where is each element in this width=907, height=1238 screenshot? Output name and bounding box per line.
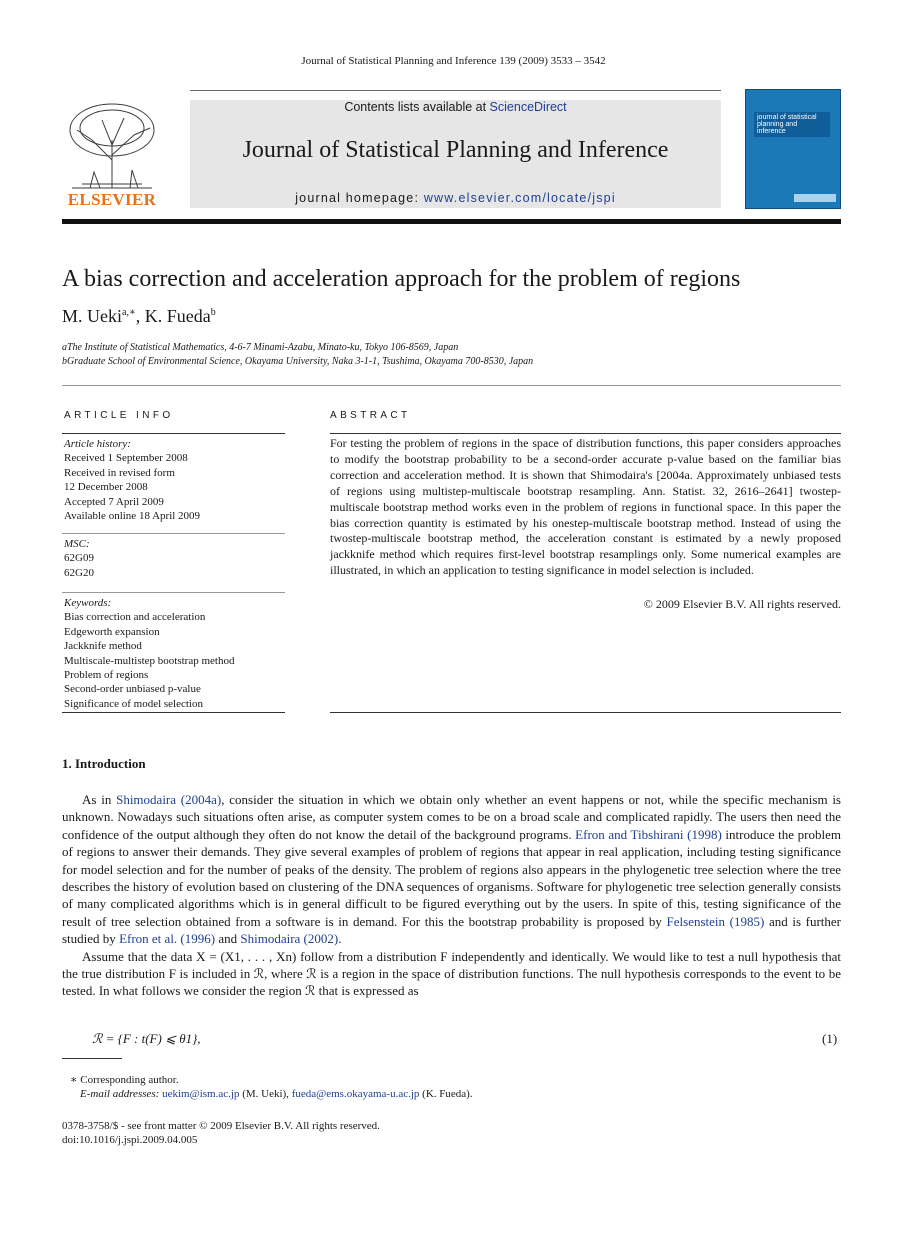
keyword-item: Edgeworth expansion (64, 625, 160, 638)
divider (330, 433, 841, 434)
citation-link[interactable]: Efron et al. (1996) (119, 931, 216, 947)
keyword-item: Significance of model selection (64, 697, 203, 710)
copyright-notice: © 2009 Elsevier B.V. All rights reserved. (643, 597, 841, 611)
cover-title: journal of statistical planning and inference (754, 112, 830, 137)
email-link-fueda[interactable]: fueda@ems.okayama-u.ac.jp (291, 1088, 420, 1100)
homepage-line (190, 191, 721, 205)
history-item: Accepted 7 April 2009 (64, 495, 164, 508)
divider (330, 712, 841, 713)
divider (62, 533, 285, 534)
affiliation-a: aThe Institute of Statistical Mathematics, 4-6-7 Minami-Azabu, Minato-ku, Tokyo 106-8569, Japan (62, 342, 459, 353)
article-info-heading: ARTICLE INFO (64, 410, 174, 421)
msc-item: 62G09 (64, 552, 94, 565)
abstract-text: For testing the problem of regions in the space of distribution functions, this paper considers approaches to modify the bootstrap probability to be a second-order accurate p-value based on the familiar bias correction and acceleration method. It is shown that Shimodaira's [2004a. Approximately unbiased tests of regions using multistep-multiscale bootstrap resampling. Ann. Statist. 32, 2616–2641] twostep-multiscale bootstrap method works even in the problem of regions in functional space. In this paper the bias correction quantity is estimated by his onestep-multiscale bootstrap method. Instead of using the twostep-multiscale bootstrap method, the acceleration constant is estimated by a newly proposed jackknife method which requires first-level bootstrap resamplings only. Some numerical examples are illustrated, in which an application to testing significance in model selection is included. (330, 436, 841, 578)
footnote-rule (62, 1058, 122, 1059)
divider (62, 433, 285, 434)
email-label: E-mail addresses: (80, 1088, 163, 1100)
email-owner: (K. Fueda). (419, 1088, 473, 1100)
paragraph-segment: , consider the situation in which we obtain only whether an event happens or not, while the specific mechanism is unknown. Nowadays such situations often arise, as computer system comes to be on a broad scale and complicated rapidly. The users then need the confidence of the output although they often do not know the detail of the background programs. (62, 792, 841, 842)
footnote-corresponding: ∗ Corresponding author. (70, 1074, 179, 1086)
issn-line: 0378-3758/$ - see front matter © 2009 Elsevier B.V. All rights reserved. (62, 1120, 380, 1132)
contents-prefix: Contents lists available at (344, 100, 490, 114)
homepage-link[interactable]: www.elsevier.com/locate/jspi (423, 191, 616, 205)
citation-link[interactable]: Shimodaira (2004a) (116, 792, 222, 807)
history-item: Available online 18 April 2009 (64, 510, 201, 523)
equation: ℛ = {F : t(F) ⩽ θ1}, (92, 1031, 201, 1046)
abstract-heading: ABSTRACT (330, 410, 411, 421)
running-head: Journal of Statistical Planning and Inference 139 (2009) 3533 – 3542 (301, 55, 606, 67)
msc-label: MSC: (64, 538, 90, 550)
email-owner: (M. Ueki), (239, 1088, 292, 1100)
equation-number: (1) (822, 1031, 838, 1046)
citation-link[interactable]: Felsenstein (1985) (666, 913, 765, 929)
authors (62, 306, 216, 327)
keywords (64, 596, 234, 711)
banner-rule (190, 90, 721, 91)
msc-item: 62G20 (64, 566, 94, 579)
contents-line (190, 100, 721, 114)
sciencedirect-link[interactable]: ScienceDirect (489, 100, 567, 114)
cover-footer-mark (794, 194, 836, 202)
keyword-item: Multiscale-multistep bootstrap method (64, 654, 235, 667)
keyword-item: Jackknife method (64, 640, 142, 653)
paragraph-segment: As in (82, 792, 117, 807)
author-ueki-affil[interactable]: a,∗ (122, 307, 136, 318)
doi-line[interactable]: doi:10.1016/j.jspi.2009.04.005 (62, 1134, 198, 1146)
paragraph-segment: introduce the problem of regions to answer their demands. They give several examples of problem of regions that appear in real application, including testing significance for model selection and for the number of peaks of the density. The problem of regions also appears in the phylogenetic tree selection where the tree describes the history of evolution based on clustering of the DNA sequences of organisms. Software for phylogenetic tree selection generally consists of many complicated algorithms which is in general difficult to be figured everything out by the users. In spite of this, testing significance of the result of tree selection obtained from a software is in demand. For this the bootstrap probability is proposed by (62, 826, 841, 929)
citation-link[interactable]: Shimodaira (2002) (240, 931, 339, 947)
paragraph-segment: . (338, 931, 342, 947)
journal-cover-thumbnail[interactable] (745, 89, 841, 209)
keyword-item: Problem of regions (64, 669, 149, 682)
publisher-name: ELSEVIER (67, 190, 157, 209)
msc-codes (64, 537, 94, 580)
keyword-item: Second-order unbiased p-value (64, 683, 201, 696)
footnote-emails (80, 1088, 473, 1100)
author-ueki: M. Ueki (62, 306, 122, 326)
affiliation-b: bGraduate School of Environmental Science, Okayama University, Naka 3-1-1, Tsushima, Okayama 700-8530, Japan (62, 356, 534, 367)
journal-title: Journal of Statistical Planning and Inference (242, 137, 669, 163)
keywords-label: Keywords: (64, 597, 112, 609)
section-heading: 1. Introduction (62, 756, 146, 771)
divider (62, 385, 841, 386)
divider (62, 712, 285, 713)
paragraph-segment: and is further studied by (62, 913, 842, 947)
author-fueda: , K. Fueda (135, 306, 211, 326)
homepage-prefix: journal homepage: (295, 191, 424, 205)
divider (62, 592, 285, 593)
history-label: Article history: (64, 438, 131, 450)
author-fueda-affil[interactable]: b (210, 307, 216, 318)
article-history (64, 437, 200, 523)
history-item: Received in revised form (64, 466, 175, 479)
history-item: Received 1 September 2008 (64, 452, 188, 465)
history-item: 12 December 2008 (64, 481, 148, 494)
email-link-ueki[interactable]: uekim@ism.ac.jp (162, 1088, 240, 1100)
masthead-rule (62, 219, 841, 224)
paragraph-2: Assume that the data X = (X1, . . . , Xn) follow from a distribution F independently and identically. We would like to test a null hypothesis that the true distribution F is included in ℛ, where ℛ is a region in the space of distribution functions. The null hypothesis corresponds to the event to be tested. In what follows we consider the region ℛ that is expressed as (62, 948, 841, 999)
citation-link[interactable]: Efron and Tibshirani (1998) (575, 826, 722, 842)
body-text (62, 791, 841, 1000)
paragraph-1 (62, 791, 841, 948)
paragraph-segment: and (215, 931, 241, 947)
keyword-item: Bias correction and acceleration (64, 611, 206, 624)
paper-title: A bias correction and acceleration approach for the problem of regions (62, 266, 741, 292)
